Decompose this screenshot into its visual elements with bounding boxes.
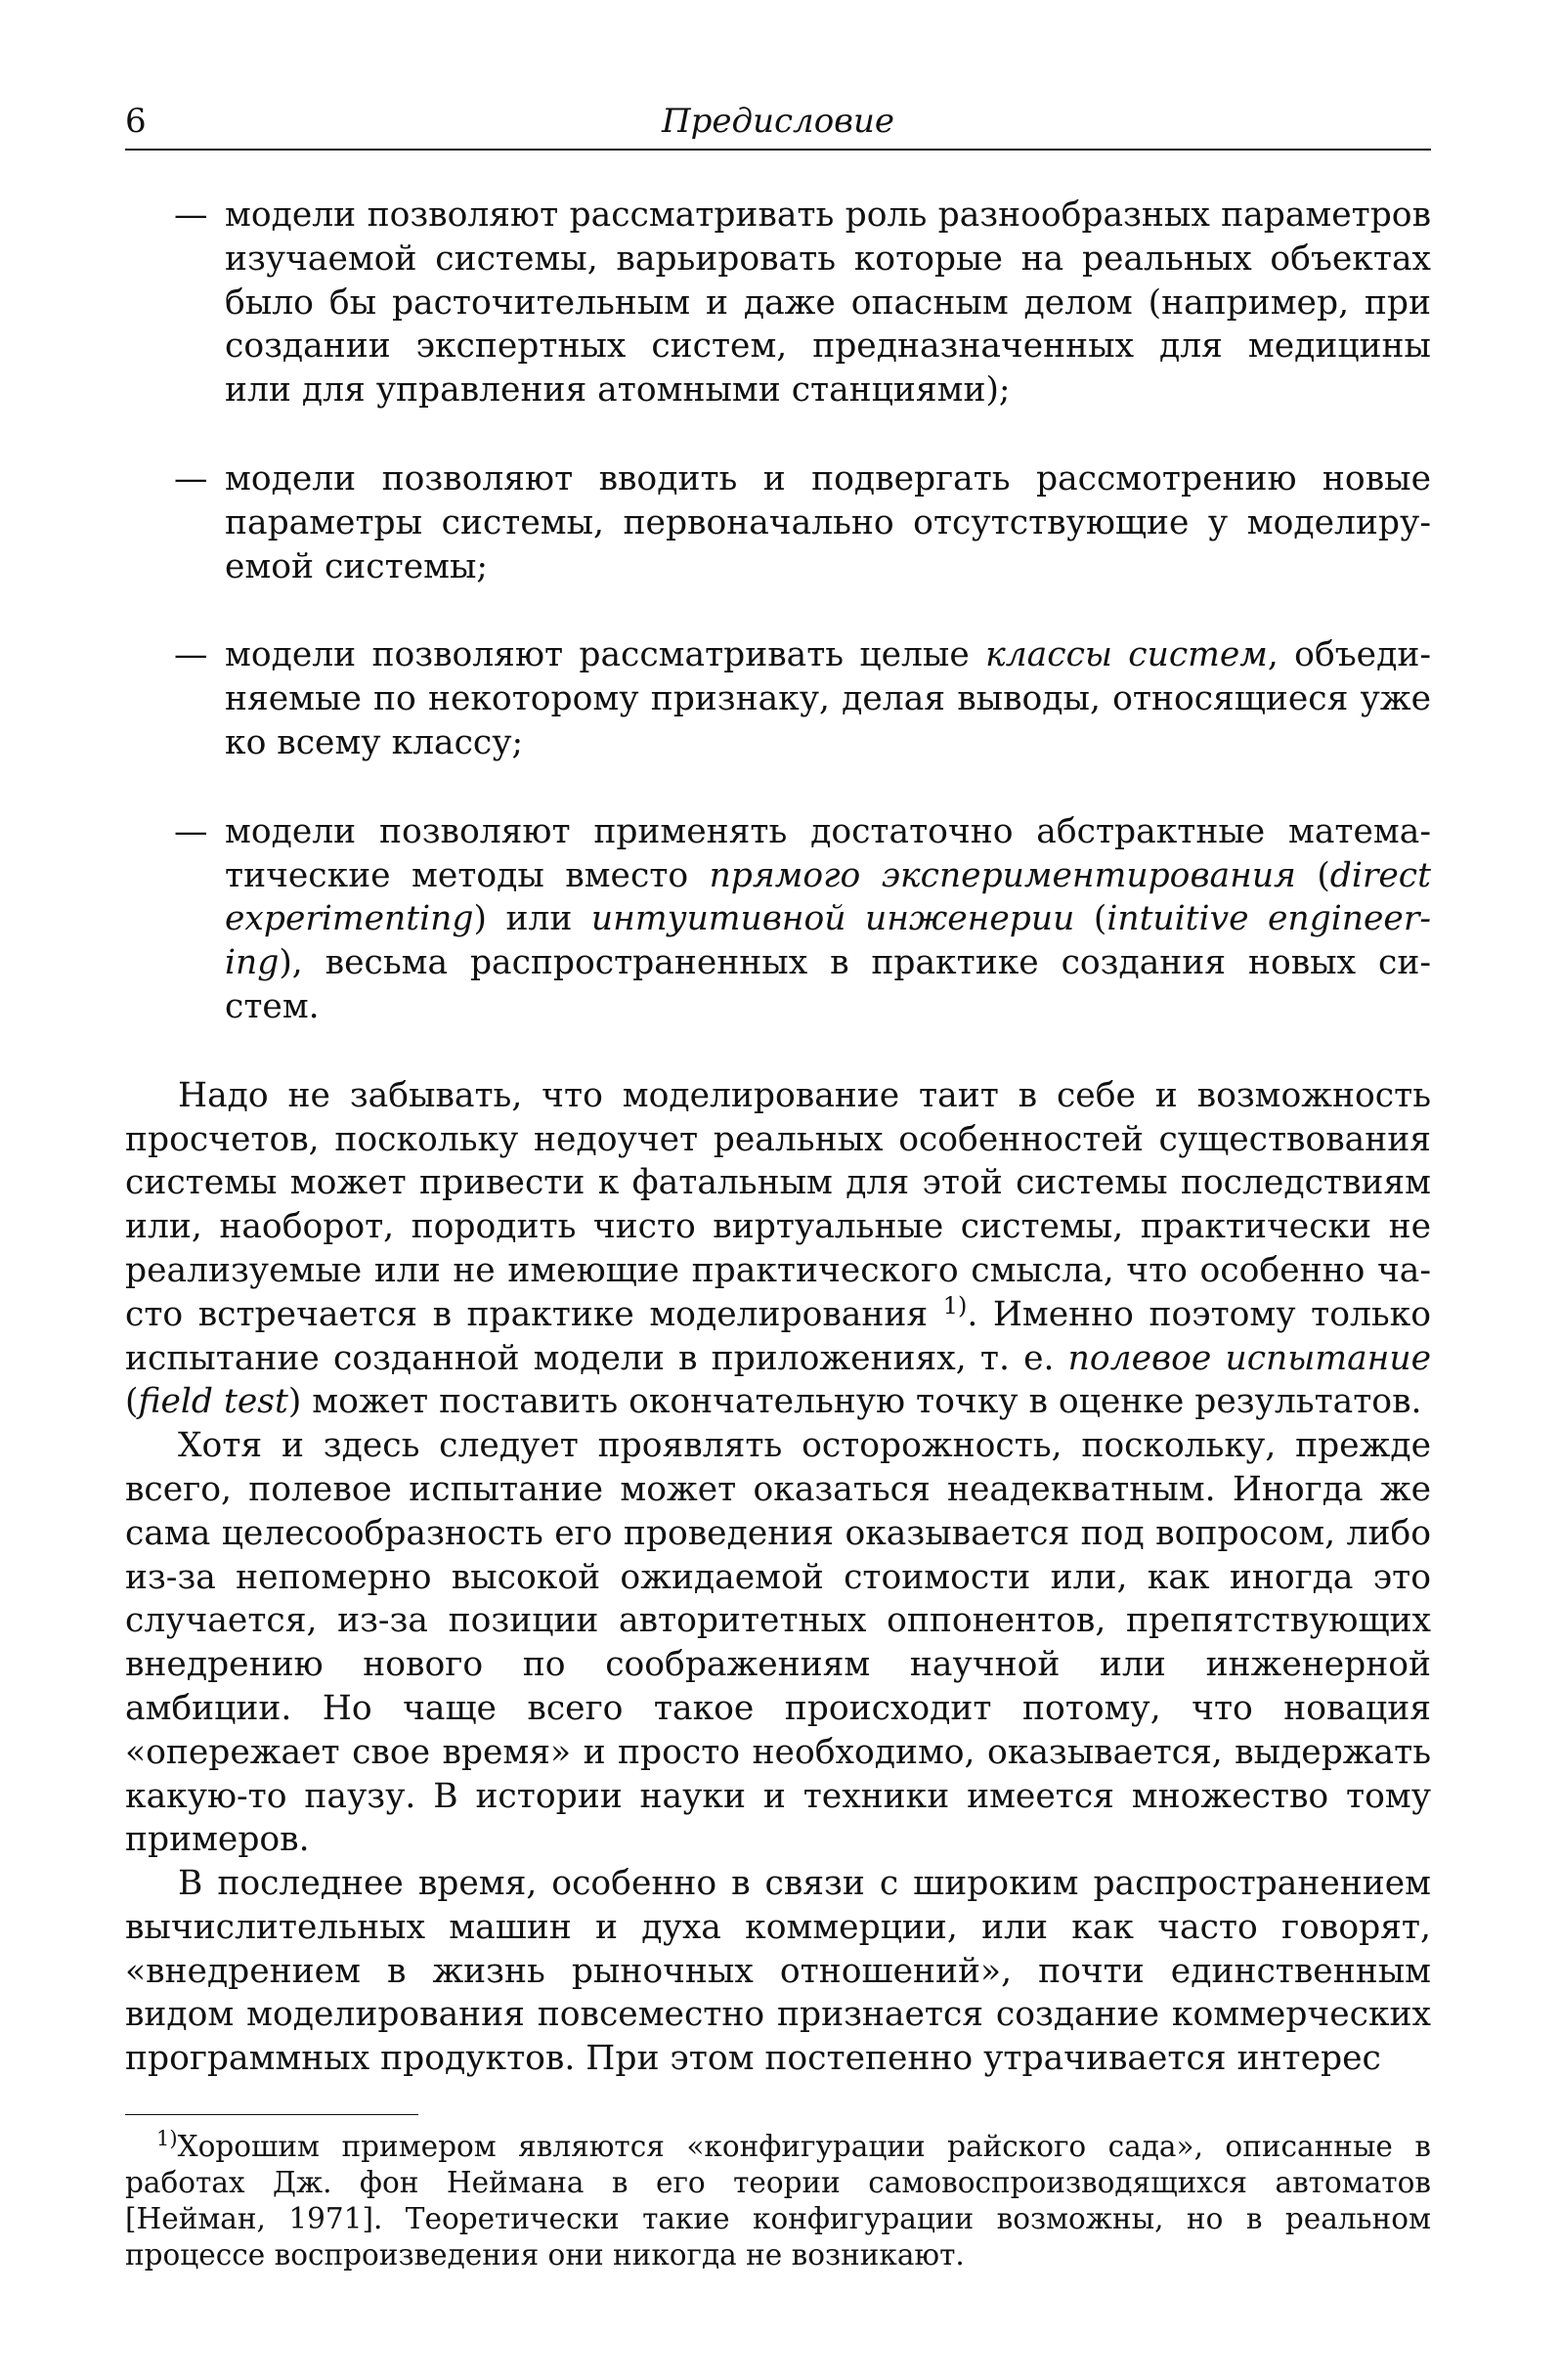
paragraph-text: . Именно поэтому только испытание созданной модели в приложениях, т. е. <box>125 1294 1431 1378</box>
list-item-text: модели позволяют рассматривать целые <box>225 635 986 675</box>
list-item-text: ) или <box>473 899 591 939</box>
emphasis-term: прямого экспериментирования <box>709 855 1296 895</box>
list-item-text: модели позволяют применять достаточно абстрактные математические методы вместо <box>225 811 1431 895</box>
running-title: Предисловие <box>662 102 894 141</box>
paragraph: Хотя и здесь следует проявлять осторожность, поскольку, прежде всего, полевое испытание может оказаться неадекватным. Иногда же сама целесообразность его проведения оказывается под вопросом, либо из-за непомерно высокой ожидаемой стоимости или, как иногда это случается, из-за позиции авторитетных оппонентов, препятствующих внедрению нового по соображениям научной или инженерной амбиции. Но чаще всего такое происходит потому, что новация «опережает свое время» и просто необходимо, оказывается, выдержать какую-то паузу. В истории науки и техники имеется множество тому примеров. <box>125 1426 1431 1860</box>
paragraph-text: ( <box>125 1382 139 1422</box>
list-dash: — <box>174 195 208 235</box>
emphasis-term: direct experimenting <box>225 855 1431 939</box>
emphasis-term: интуитивной инженерии <box>590 899 1075 939</box>
list-item <box>125 194 1431 412</box>
list-item-text: ( <box>1074 899 1107 939</box>
footnote <box>125 2129 1431 2273</box>
emphasis-term: классы систем <box>985 635 1268 675</box>
footnote-reference: 1) <box>942 1291 968 1320</box>
running-head <box>125 98 1431 151</box>
emphasis-term: полевое испытание <box>1067 1338 1431 1378</box>
list-item <box>125 810 1431 1029</box>
bullet-list <box>125 194 1431 1029</box>
paragraph-text: ) может поставить окончательную точку в оценке результатов. <box>287 1382 1422 1422</box>
list-dash: — <box>174 458 208 498</box>
list-item-text: , объединяемые по некоторому признаку, делая выводы, относящиеся уже ко всему классу; <box>225 635 1431 762</box>
body-text <box>125 1074 1431 2081</box>
list-item <box>125 457 1431 588</box>
list-dash: — <box>174 811 208 851</box>
list-item-text: модели позволяют рассматривать роль разнообразных параметров изучаемой системы, варьировать которые на реальных объектах было бы расточительным и даже опасным делом (например, при создании экспертных систем, предназначенных для медицины или для управления атомными станциями); <box>225 195 1431 411</box>
list-item-text: модели позволяют вводить и подвергать рассмотрению новые параметры системы, первоначально отсутствующие у моделируемой системы; <box>225 458 1431 586</box>
paragraph-text: Надо не забывать, что моделирование таит в себе и возможность просчетов, поскольку недоучет реальных особенностей существования системы может привести к фатальным для этой системы последствиям или, наоборот, породить чисто виртуальные системы, практически не реализуемые или не имеющие практического смысла, что особенно часто встречается в практике моделирования <box>125 1075 1431 1334</box>
emphasis-term: intuitive engineering <box>225 899 1431 983</box>
list-item-text: ), весьма распространенных в практике создания новых систем. <box>225 943 1431 1026</box>
page-number: 6 <box>125 102 147 141</box>
paragraph: В последнее время, особенно в связи с широким распространением вычислительных машин и духа коммерции, или как часто говорят, «внедрением в жизнь рыночных отношений», почти единственным видом моделирования повсеместно признается создание коммерческих программных продуктов. При этом постепенно утрачивается интерес <box>125 1864 1431 2079</box>
list-item-text: ( <box>1295 855 1330 895</box>
footnote-mark: 1) <box>156 2127 178 2151</box>
list-item <box>125 633 1431 764</box>
book-page <box>125 98 1431 2273</box>
list-dash: — <box>174 635 208 675</box>
footnote-text: Хорошим примером являются «конфигурации райского сада», описанные в работах Дж. фон Неймана в его теории самовоспроизводящихся автоматов [Нейман, 1971]. Теоретически такие конфигурации возможны, но в реальном процессе воспроизведения они никогда не возникают. <box>125 2130 1431 2272</box>
footnote-rule <box>125 2114 418 2115</box>
emphasis-term: field test <box>138 1382 288 1422</box>
paragraph <box>125 1074 1431 1424</box>
